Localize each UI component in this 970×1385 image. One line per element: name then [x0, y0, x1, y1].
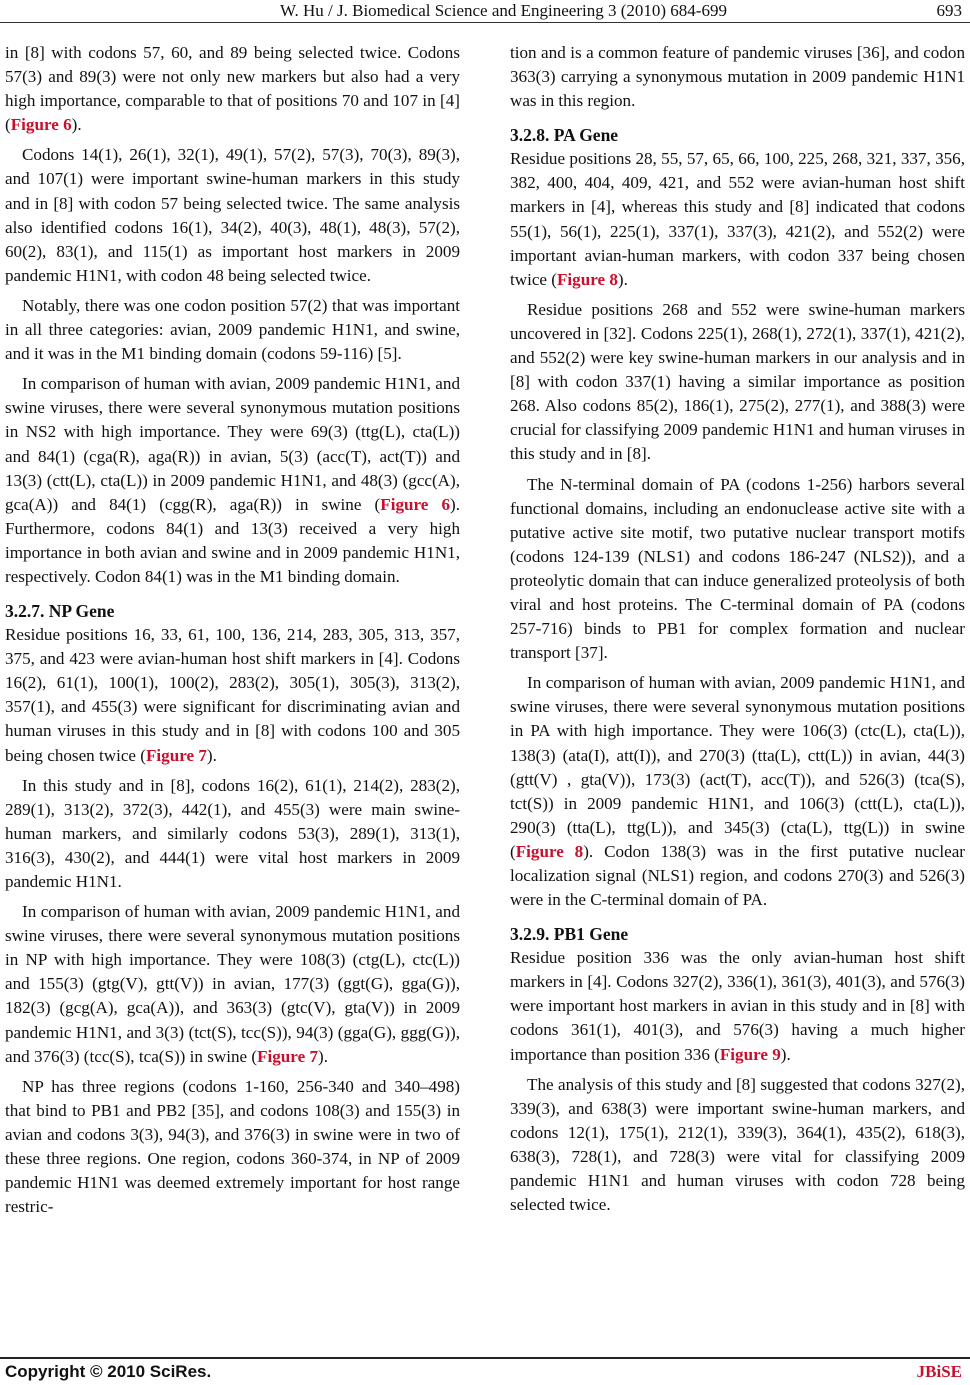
paragraph: The N-terminal domain of PA (codons 1-256) harbors several functional domains, including an endonuclease active site with a putative active site motif, two putative nuclear transport motifs (codons 124-139 (NLS1) and codons 186-247 (NLS2)), and a proteolytic domain that can induce generalized proteolysis of both viral and host proteins. The C-terminal domain of PA (codons 257-716) binds to PB1 for complex formation and nuclear transport [37].: [510, 474, 965, 663]
paragraph-text: Residue positions 28, 55, 57, 65, 66, 100, 225, 268, 321, 337, 356, 382, 400, 404, 409, 421, and 552 were avian-human host shift markers in [4], whereas this study and [8] indicated that codons 55(1), 56(1), 225(1), 337(1), 337(3), 421(2), and 552(2) were important avian-human markers, with codon 337 being chosen twice (: [510, 149, 965, 289]
paragraph: NP has three regions (codons 1-160, 256-340 and 340–498) that bind to PB1 and PB2 [35], and codons 108(3) and 155(3) in avian and codons 3(3), 94(3), and 376(3) in swine were in two of these three regions. One region, codons 360-374, in NP of 2009 pandemic H1N1 was deemed extremely important for host range restric-: [5, 1076, 460, 1217]
paragraph-text: Residue positions 16, 33, 61, 100, 136, 214, 283, 305, 313, 357, 375, and 423 were avian-human host shift markers in [4]. Codons 16(2), 61(1), 100(1), 100(2), 283(2), 305(1), 305(3), 313(2), 357(1), and 455(3) were significant for discriminating avian and human viruses in this study and in [8] with codons 100 and 305 being chosen twice (: [5, 625, 460, 765]
paragraph-text: ).: [617, 269, 628, 289]
footer-rule: [0, 1357, 970, 1359]
paragraph: Notably, there was one codon position 57(2) that was important in all three categories: avian, 2009 pandemic H1N1, and swine, and it was in the M1 binding domain (codons 59-116) [5].: [5, 295, 460, 364]
section-heading-pb1: 3.2.9. PB1 Gene: [510, 924, 629, 945]
figure-7-link[interactable]: Figure 7: [257, 1046, 318, 1066]
paragraph: Codons 14(1), 26(1), 32(1), 49(1), 57(2), 57(3), 70(3), 89(3), and 107(1) were important swine-human markers in this study and in [8] with codon 57 being selected twice. The same analysis also identified codons 16(1), 34(2), 40(3), 48(1), 48(3), 57(2), 60(2), 83(1), and 115(1) as important host markers in 2009 pandemic H1N1, with codon 48 being selected twice.: [5, 145, 460, 285]
figure-7-link[interactable]: Figure 7: [145, 745, 207, 765]
page-footer: [0, 1357, 970, 1385]
paragraph: tion and is a common feature of pandemic viruses [36], and codon 363(3) carrying a synonymous mutation in 2009 pandemic H1N1 was in this region.: [510, 43, 965, 111]
paragraph-text: ).: [71, 115, 82, 135]
paragraph-text: Residue position 336 was the only avian-human host shift markers in [4]. Codons 327(2), 336(1), 361(3), 401(3), and 576(3) were important host markers in avian in this study and in [8] with codons 361(1), 401(3), and 576(3) having a much higher importance than position 336 (: [510, 948, 965, 1064]
paragraph: [5, 900, 460, 1069]
header-rule: [0, 22, 970, 23]
paragraph: In this study and in [8], codons 16(2), 61(1), 214(2), 283(2), 289(1), 313(2), 372(3), 442(1), and 455(3) were main swine-human markers, and similarly codons 53(3), 289(1), 313(1), 316(3), 430(2), and 444(1) were vital host markers in 2009 pandemic H1N1.: [5, 775, 460, 891]
paragraph-text: ).: [206, 745, 217, 765]
paragraph: [5, 372, 460, 589]
page-header: [0, 0, 970, 22]
paragraph: [5, 41, 460, 137]
paragraph-text: ). Codon 138(3) was in the first putative nuclear localization signal (NLS1) region, and codons 270(3) and 526(3) were in the C-terminal domain of PA.: [510, 841, 965, 910]
paragraph: [510, 671, 965, 912]
paragraph: Residue positions 268 and 552 were swine-human markers uncovered in [32]. Codons 225(1), 268(1), 272(1), 337(1), 421(2), and 552(2) were key swine-human markers in our analysis and in [8] with codon 337(1) having a similar importance as position 268. Also codons 85(2), 186(1), 275(2), 277(1), and 388(3) were crucial for classifying 2009 pandemic H1N1 and human viruses in this study and in [8].: [510, 299, 965, 464]
section-heading-np: 3.2.7. NP Gene: [5, 601, 115, 622]
running-title: W. Hu / J. Biomedical Science and Engineering 3 (2010) 684-699: [280, 1, 727, 20]
paragraph-text: In comparison of human with avian, 2009 pandemic H1N1, and swine viruses, there were several synonymous mutation positions in PA with high importance. They were 106(3) (ctc(L), cta(L)), 138(3) (ata(I), att(I)), and 270(3) (tta(L), ctt(L)) in avian, 44(3) (gtt(V) , gta(V)), 173(3) (act(T), acc(T)), and 526(3) (tca(S), tct(S)) in 2009 pandemic H1N1, and 106(3) (ctt(L), cta(L)), 290(3) (tta(L), ttg(L)), and 345(3) (cta(L), ttg(L)) in swine (: [510, 673, 965, 861]
paragraph-text: ). Furthermore, codons 84(1) and 13(3) received a very high importance in both avian and swine and in 2009 pandemic H1N1, respectively. Codon 84(1) was in the M1 binding domain.: [5, 494, 461, 586]
page-number: 693: [936, 1, 962, 20]
figure-8-link[interactable]: Figure 8: [515, 841, 584, 861]
section-heading-pa: 3.2.8. PA Gene: [510, 125, 619, 146]
right-column: [510, 41, 965, 1223]
figure-8-link[interactable]: Figure 8: [556, 269, 618, 289]
figure-9-link[interactable]: Figure 9: [719, 1044, 781, 1064]
figure-6-link[interactable]: Figure 6: [380, 494, 451, 514]
paragraph: [510, 946, 965, 1066]
paragraph-text: In comparison of human with avian, 2009 pandemic H1N1, and swine viruses, there were several synonymous mutation positions in NS2 with high importance. They were 69(3) (ttg(L), cta(L)) and 84(1) (cga(R), aga(R)) in avian, 5(3) (acc(T), act(T)) and 13(3) (ctt(L), cta(L)) in 2009 pandemic H1N1, and 48(3) (gcc(A), gca(A)) and 84(1) (cgg(R), aga(R)) in swine (: [5, 374, 460, 514]
paragraph: [510, 147, 965, 292]
paragraph: The analysis of this study and [8] suggested that codons 327(2), 339(3), and 638(3) were important swine-human markers, and codons 12(1), 175(1), 212(1), 339(3), 364(1), 435(2), 618(3), 638(3), 728(1), and 728(3) were vital for classifying 2009 pandemic H1N1 and human viruses with codon 728 being selected twice.: [510, 1074, 965, 1215]
paragraph-text: in [8] with codons 57, 60, and 89 being selected twice. Codons 57(3) and 89(3) were not only new markers but also had a very high importance, comparable to that of positions 70 and 107 in [4] (: [5, 43, 460, 135]
paragraph-text: In comparison of human with avian, 2009 pandemic H1N1, and swine viruses, there were several synonymous mutation positions in NP with high importance. They were 108(3) (ctg(L), ctc(L)) and 155(3) (gtg(V), gtt(V)) in avian, 177(3) (ggt(G), gga(G)), 182(3) (gcg(A), gca(A)), and 363(3) (gtc(V), gta(V)) in 2009 pandemic H1N1, and 3(3) (tct(S), tcc(S)), 94(3) (gga(G), ggg(G)), and 376(3) (tcc(S), tca(S)) in swine (: [5, 902, 460, 1066]
paragraph: [5, 623, 460, 768]
copyright-notice: Copyright © 2010 SciRes.: [5, 1362, 212, 1381]
figure-6-link[interactable]: Figure 6: [10, 115, 72, 135]
journal-name: JBiSE: [916, 1362, 962, 1381]
left-column: [5, 41, 460, 1225]
paragraph-text: ).: [780, 1044, 791, 1064]
paragraph-text: ).: [318, 1046, 328, 1066]
